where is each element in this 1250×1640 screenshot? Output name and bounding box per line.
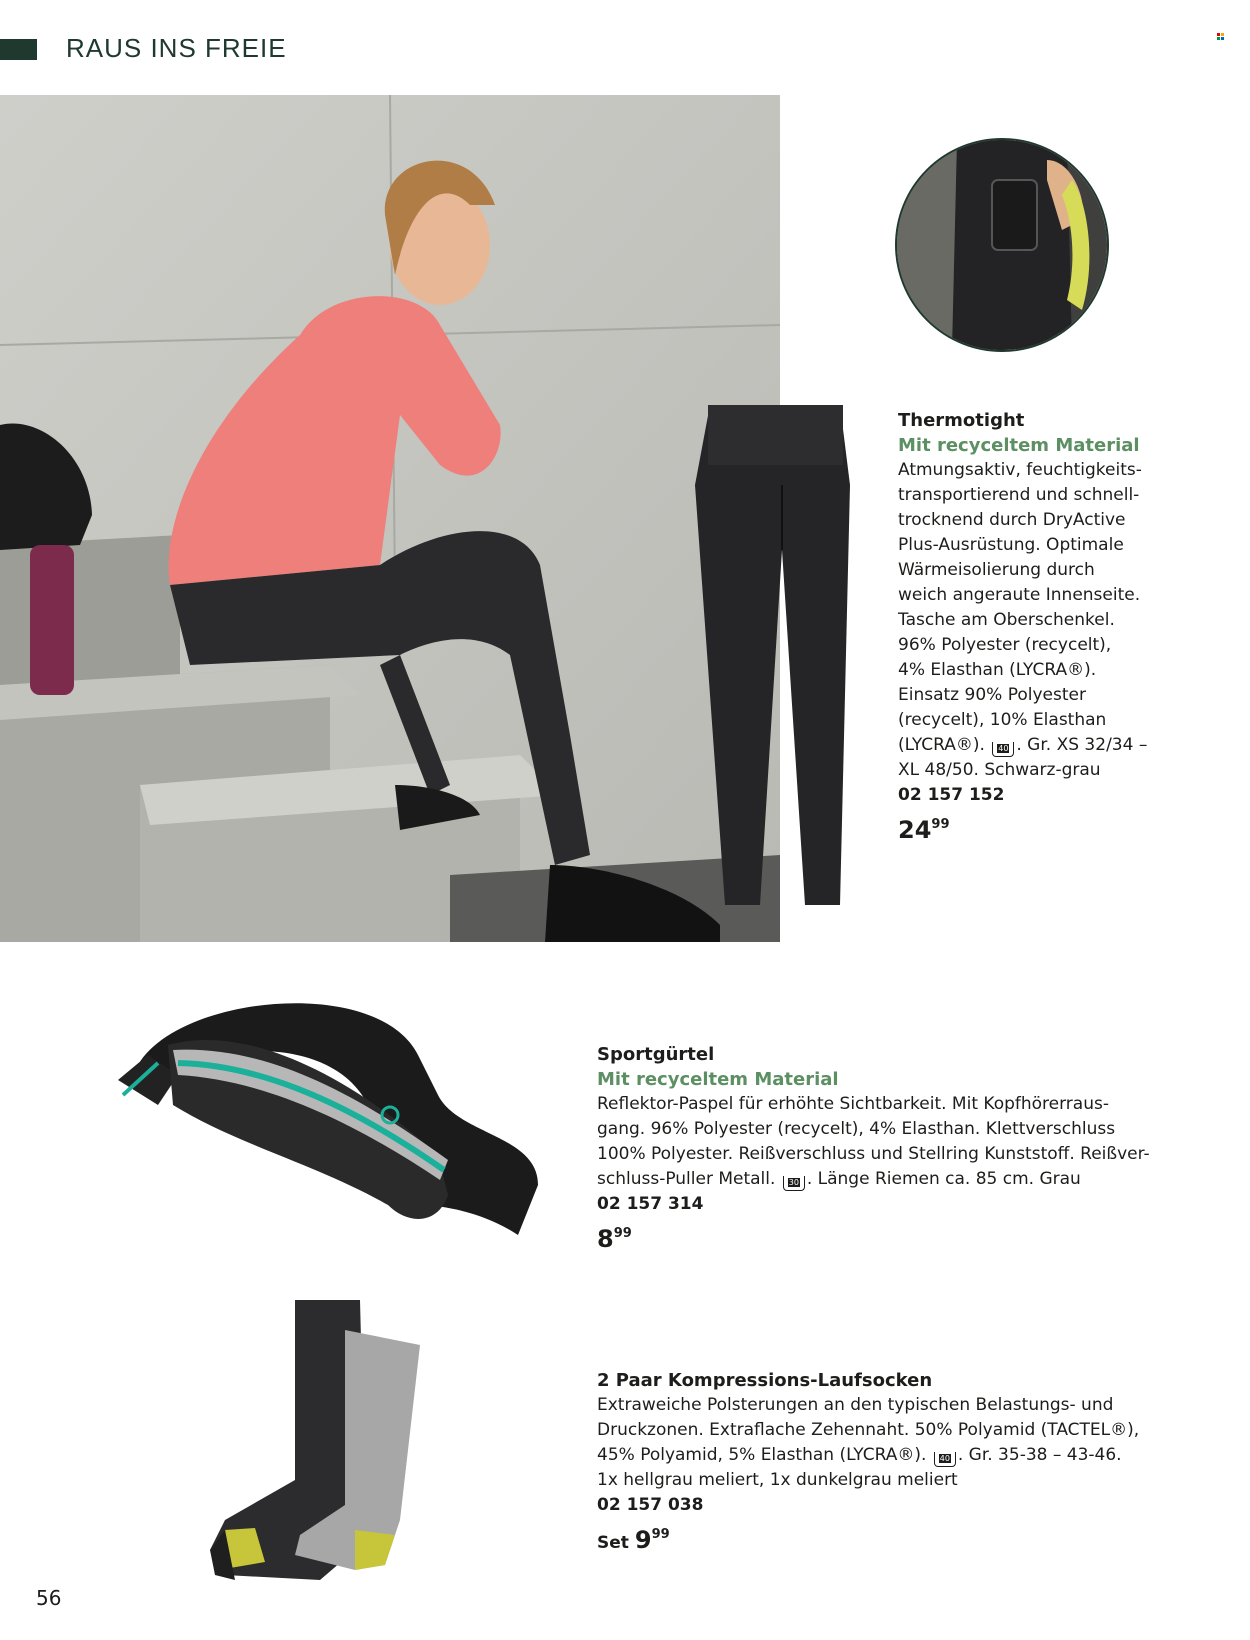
description-line: Reflektor-Paspel für erhöhte Sichtbarkeit. Mit Kopfhörerraus- bbox=[597, 1094, 1109, 1114]
page-number: 56 bbox=[36, 1586, 62, 1610]
price-main: 24 bbox=[898, 816, 932, 844]
description-line: weich angeraute Innenseite. bbox=[898, 585, 1141, 605]
product-title: 2 Paar Kompressions-Laufsocken bbox=[597, 1370, 933, 1391]
header-accent-bar bbox=[0, 39, 37, 60]
wash-care-icon bbox=[992, 742, 1014, 757]
tights-photo bbox=[690, 405, 870, 915]
description-line: 96% Polyester (recycelt), bbox=[898, 635, 1112, 655]
description-line: XL 48/50. Schwarz-grau bbox=[898, 760, 1101, 780]
socks-photo bbox=[205, 1300, 435, 1585]
price-main: 8 bbox=[597, 1225, 614, 1253]
price-main: 9 bbox=[634, 1526, 652, 1554]
belt-photo bbox=[118, 985, 548, 1270]
care-text: schluss-Puller Metall. bbox=[597, 1169, 776, 1189]
article-number: 02 157 314 bbox=[597, 1194, 704, 1214]
description-line: Atmungsaktiv, feuchtigkeits- bbox=[898, 460, 1142, 480]
article-number: 02 157 152 bbox=[898, 785, 1005, 805]
main-photo bbox=[0, 95, 780, 942]
sport-belt-info bbox=[597, 1042, 1237, 1254]
description-line: Druckzonen. Extraflache Zehennaht. 50% Polyamid (TACTEL®), bbox=[597, 1420, 1140, 1440]
description-line: trocknend durch DryActive bbox=[898, 510, 1126, 530]
wash-temperature: 40 bbox=[998, 744, 1009, 753]
wash-temperature: 30 bbox=[788, 1178, 799, 1187]
care-text: (LYCRA®). bbox=[898, 735, 985, 755]
wash-care-icon bbox=[934, 1452, 956, 1467]
article-number: 02 157 038 bbox=[597, 1495, 704, 1515]
price-cents: 99 bbox=[613, 1226, 632, 1241]
description-line: 4% Elasthan (LYCRA®). bbox=[898, 660, 1097, 680]
price-prefix: Set bbox=[597, 1533, 629, 1553]
pocket-detail-inset bbox=[895, 138, 1109, 352]
description-line: Einsatz 90% Polyester bbox=[898, 685, 1086, 705]
description-line: Wärmeisolierung durch bbox=[898, 560, 1095, 580]
compression-socks-info bbox=[597, 1368, 1237, 1558]
price-cents: 99 bbox=[931, 817, 950, 832]
price-cents: 99 bbox=[651, 1527, 670, 1542]
logo-mark bbox=[1217, 33, 1224, 40]
section-title: RAUS INS FREIE bbox=[66, 33, 287, 63]
description-line: 1x hellgrau meliert, 1x dunkelgrau meliert bbox=[597, 1470, 958, 1490]
wash-temperature: 40 bbox=[939, 1454, 950, 1463]
care-line bbox=[898, 733, 1238, 758]
description-line: gang. 96% Polyester (recycelt), 4% Elasthan. Klettverschluss bbox=[597, 1119, 1116, 1139]
thermotight-info bbox=[898, 408, 1238, 845]
price bbox=[898, 810, 1238, 845]
wash-care-icon bbox=[783, 1176, 805, 1191]
care-text: . Gr. XS 32/34 – bbox=[1016, 735, 1148, 755]
product-title: Thermotight bbox=[898, 410, 1025, 431]
description-line: Plus-Ausrüstung. Optimale bbox=[898, 535, 1124, 555]
description-line: (recycelt), 10% Elasthan bbox=[898, 710, 1107, 730]
product-title: Sportgürtel bbox=[597, 1044, 715, 1065]
description-line: 100% Polyester. Reißverschluss und Stellring Kunststoff. Reißver- bbox=[597, 1144, 1150, 1164]
care-line bbox=[597, 1167, 1237, 1192]
price bbox=[597, 1219, 1237, 1254]
product-subtitle: Mit recyceltem Material bbox=[898, 435, 1140, 456]
price bbox=[597, 1520, 1237, 1558]
product-subtitle: Mit recyceltem Material bbox=[597, 1069, 839, 1090]
care-text: . Länge Riemen ca. 85 cm. Grau bbox=[806, 1169, 1081, 1189]
care-text: . Gr. 35-38 – 43-46. bbox=[957, 1445, 1122, 1465]
care-line bbox=[597, 1443, 1237, 1468]
care-text: 45% Polyamid, 5% Elasthan (LYCRA®). bbox=[597, 1445, 927, 1465]
description-line: Tasche am Oberschenkel. bbox=[898, 610, 1115, 630]
description-line: Extraweiche Polsterungen an den typischen Belastungs- und bbox=[597, 1395, 1114, 1415]
description-line: transportierend und schnell- bbox=[898, 485, 1140, 505]
